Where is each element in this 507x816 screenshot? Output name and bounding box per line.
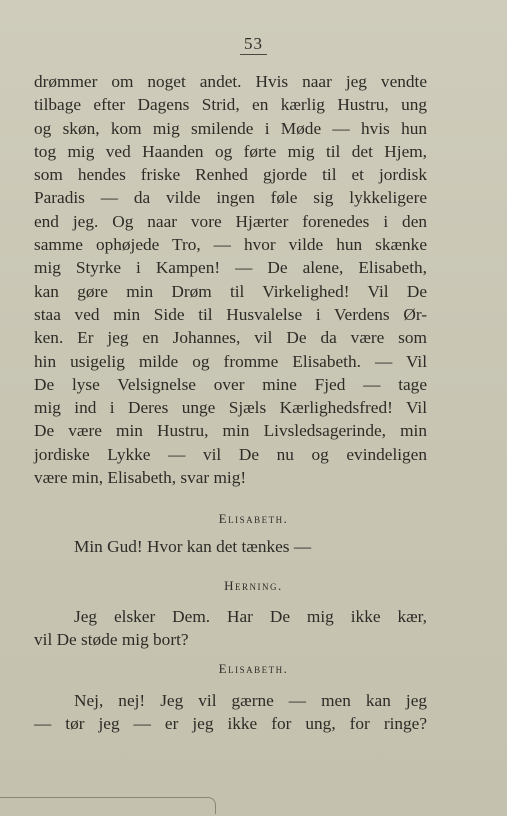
text-line: staa ved min Side til Husvalelse i Verdens Ør- bbox=[34, 304, 427, 324]
paragraph-herning-speech bbox=[34, 70, 427, 489]
text-line: — tør jeg — er jeg ikke for ung, for ringe? bbox=[34, 714, 427, 734]
text-line: drømmer om noget andet. Hvis naar jeg vendte bbox=[34, 72, 427, 91]
text-line: Nej, nej! Jeg vil gærne — men kan jeg bbox=[74, 691, 427, 710]
paragraph-elisabeth-reply bbox=[34, 689, 427, 736]
text-line: som hendes friske Renhed gjorde til et jordisk bbox=[34, 165, 427, 185]
text-line: vil De støde mig bort? bbox=[34, 630, 189, 650]
speaker-heading: Herning. bbox=[224, 578, 283, 593]
page-number bbox=[0, 34, 507, 55]
page-edge-mark bbox=[0, 797, 216, 814]
text-line: mig Styrke i Kampen! — De alene, Elisabeth, bbox=[34, 258, 427, 278]
text-line: Paradis — da vilde ingen føle sig lykkeligere bbox=[34, 188, 427, 208]
text-line: samme ophøjede Tro, — hvor vilde hun skænke bbox=[34, 235, 427, 255]
text-line: end jeg. Og naar vore Hjærter forenedes i den bbox=[34, 211, 427, 231]
text-line: jordiske Lykke — vil De nu og evindeligen bbox=[34, 444, 427, 464]
text-line: Min Gud! Hvor kan det tænkes — bbox=[74, 537, 312, 556]
text-line: mig ind i Deres unge Sjæls Kærlighedsfred! Vil bbox=[34, 398, 427, 418]
text-line: De lyse Velsignelse over mine Fjed — tage bbox=[34, 374, 427, 394]
paragraph-herning-reply bbox=[34, 605, 427, 652]
text-line: kan gøre min Drøm til Virkelighed! Vil De bbox=[34, 281, 427, 301]
page-number-text: 53 bbox=[240, 35, 267, 55]
text-line: hin usigelig milde og fromme Elisabeth. — Vil bbox=[34, 351, 427, 371]
text-line: være min, Elisabeth, svar mig! bbox=[34, 468, 247, 488]
text-line: tilbage efter Dagens Strid, en kærlig Hustru, ung bbox=[34, 95, 427, 115]
text-line: De være min Hustru, min Livsledsagerinde, min bbox=[34, 421, 427, 441]
speaker-heading: Elisabeth. bbox=[218, 661, 289, 676]
text-line: tog mig ved Haanden og førte mig til det Hjem, bbox=[34, 141, 427, 161]
text-line: ken. Er jeg en Johannes, vil De da være som bbox=[34, 328, 427, 348]
text-line: og skøn, kom mig smilende i Møde — hvis hun bbox=[34, 118, 427, 138]
speaker-heading: Elisabeth. bbox=[218, 511, 289, 526]
text-line: Jeg elsker Dem. Har De mig ikke kær, bbox=[74, 607, 427, 626]
paragraph-elisabeth-speech bbox=[34, 535, 427, 558]
